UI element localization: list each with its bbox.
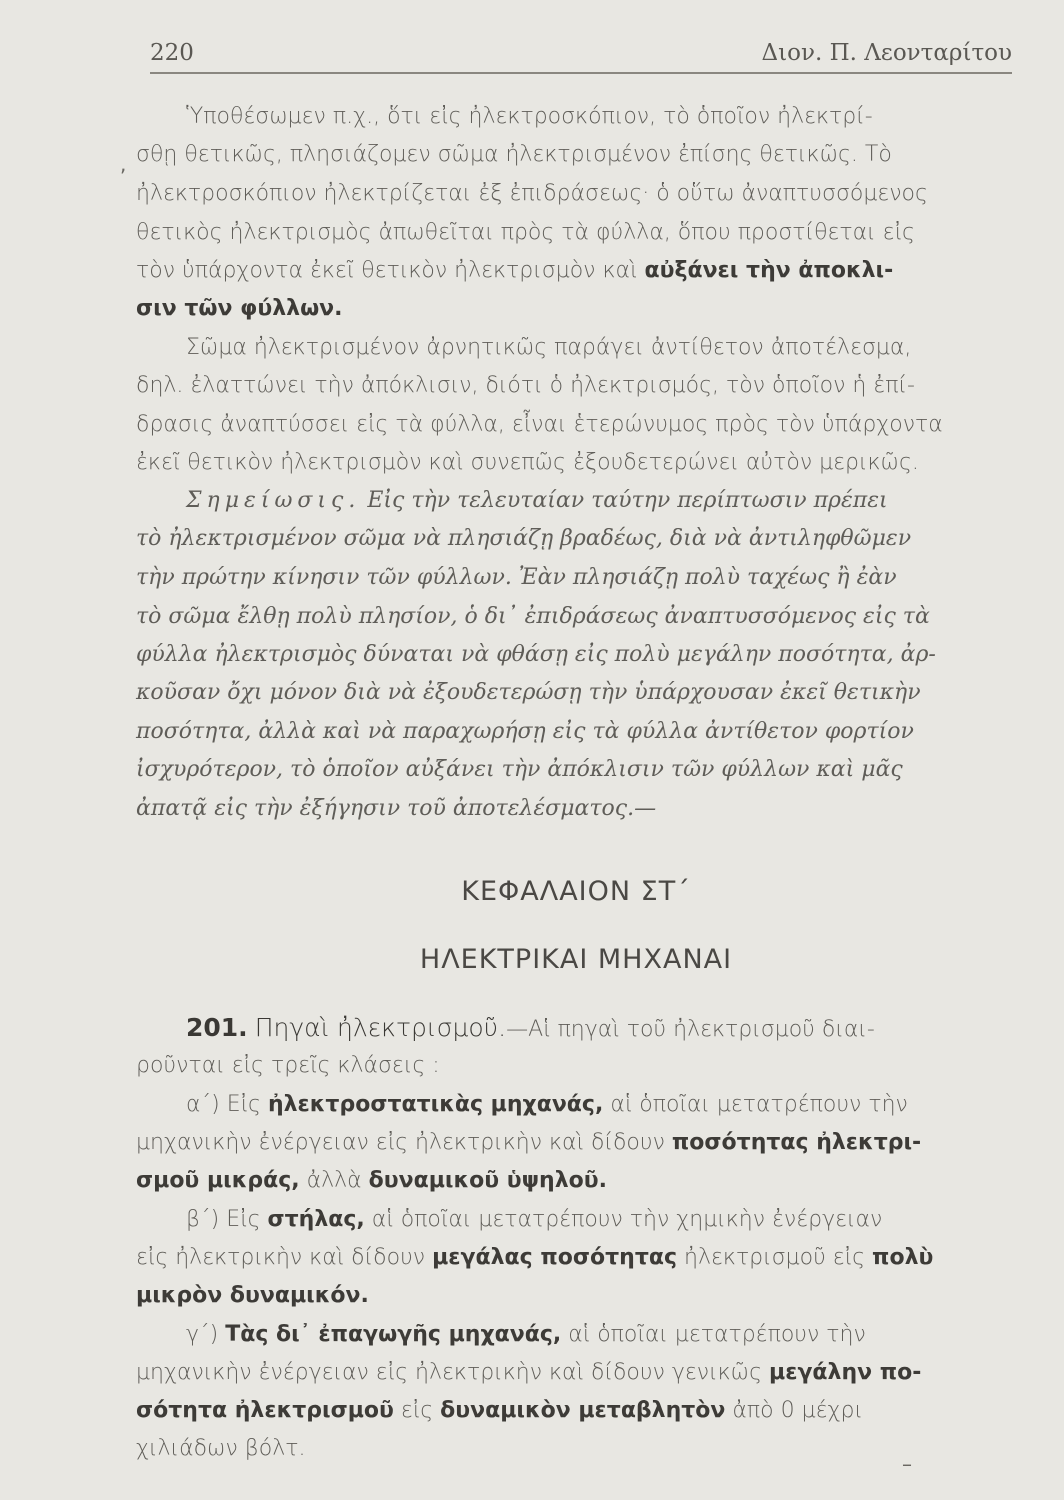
item-c-bold-3: σότητα ἠλεκτρισμοῦ [136, 1398, 394, 1423]
item-c-line-1 [186, 1320, 1016, 1350]
note-line-8: ἰσχυρότερον, τὸ ὁποῖον αὐξάνει τὴν ἀπόκλισιν τῶν φύλλων καὶ μᾶς [136, 757, 903, 782]
item-a-text-3: ἀλλὰ [299, 1168, 369, 1193]
item-b-line-3 [136, 1281, 1016, 1311]
p1-line-3: ἠλεκτροσκόπιον ἠλεκτρίζεται ἐξ ἐπιδράσεως· ὁ οὕτω ἀναπτυσσόμενος [136, 181, 928, 206]
p1-line-4: θετικὸς ἠλεκτρισμὸς ἀπωθεῖται πρὸς τὰ φύλλα, ὅπου προστίθεται εἰς [136, 220, 915, 245]
item-c-line-2 [136, 1358, 1016, 1388]
p1-line-6 [136, 294, 1016, 324]
item-b-text-3: ἠλεκτρισμοῦ εἰς [677, 1245, 873, 1270]
item-a-line-3 [136, 1166, 1016, 1196]
section-heading: Πηγαὶ ἠλεκτρισμοῦ. [254, 1013, 507, 1042]
p1-line-2: σθῃ θετικῶς, πλησιάζομεν σῶμα ἠλεκτρισμένον ἐπίσης θετικῶς. Τὸ [136, 142, 892, 167]
p1-line-1: Ὑποθέσωμεν π.χ., ὅτι εἰς ἠλεκτροσκόπιον, τὸ ὁποῖον ἠλεκτρί- [186, 104, 873, 129]
item-a-bold-4: δυναμικοῦ ὑψηλοῦ. [368, 1168, 607, 1193]
section-201-line-2: ροῦνται εἰς τρεῖς κλάσεις : [136, 1053, 440, 1078]
item-a-text-1: αἱ ὁποῖαι μετατρέπουν τὴν [603, 1092, 908, 1117]
note-line-7: ποσότητα, ἀλλὰ καὶ νὰ παραχωρήσῃ εἰς τὰ φύλλα ἀντίθετον φορτίον [136, 719, 914, 744]
item-c-line-4: χιλιάδων βόλτ. [136, 1436, 306, 1461]
item-a-bold-1: ἠλεκτροστατικὰς μηχανάς, [267, 1092, 604, 1117]
item-c-bold-1: Τὰς δι᾿ ἐπαγωγῆς μηχανάς, [225, 1322, 562, 1347]
margin-mark: , [120, 152, 127, 176]
item-a-bold-3: σμοῦ μικράς, [136, 1168, 300, 1193]
item-a-line-2 [136, 1128, 1016, 1158]
item-c-bold-4: δυναμικὸν μεταβλητὸν [440, 1398, 726, 1423]
item-a-text-2: μηχανικὴν ἐνέργειαν εἰς ἠλεκτρικὴν καὶ δίδουν [136, 1130, 672, 1155]
item-b-text-1: αἱ ὁποῖαι μετατρέπουν τὴν χημικὴν ἐνέργειαν [364, 1207, 883, 1232]
item-c-text-3: εἰς [393, 1398, 441, 1423]
p1-line-5-bold: αὐξάνει τὴν ἀποκλι- [644, 258, 894, 283]
item-c-text-2: μηχανικὴν ἐνέργειαν εἰς ἠλεκτρικὴν καὶ δίδουν γενικῶς [136, 1360, 770, 1385]
item-b-line-2 [136, 1243, 1016, 1273]
note-line-6: κοῦσαν ὄχι μόνον διὰ νὰ ἐξουδετερώσῃ τὴν ὑπάρχουσαν ἐκεῖ θετικὴν [136, 680, 921, 705]
running-header [150, 38, 1012, 74]
section-201-line-1 [186, 1013, 1016, 1045]
p2-line-3: δρασις ἀναπτύσσει εἰς τὰ φύλλα, εἶναι ἑτερώνυμος πρὸς τὸν ὑπάρχοντα [136, 412, 943, 437]
p1-line-5 [136, 256, 1016, 286]
note-line-1-text: Εἰς τὴν τελευταίαν ταύτην περίπτωσιν πρέπει [367, 488, 888, 513]
p2-line-4: ἐκεῖ θετικὸν ἠλεκτρισμὸν καὶ συνεπῶς ἐξουδετερώνει αὐτὸν μερικῶς. [136, 450, 919, 475]
item-c-line-3 [136, 1396, 1016, 1426]
item-b-bold-4: μικρὸν δυναμικόν. [136, 1283, 369, 1308]
chapter-label: ΚΕΦΑΛΑΙΟΝ ΣΤ΄ [461, 876, 691, 907]
item-b-bold-1: στήλας, [267, 1207, 365, 1232]
item-c-bold-2: μεγάλην πο- [769, 1360, 922, 1385]
page-number: 220 [150, 40, 194, 66]
p1-line-5-text: τὸν ὑπάρχοντα ἐκεῖ θετικὸν ἠλεκτρισμὸν καὶ [136, 258, 645, 283]
running-title: Διον. Π. Λεονταρίτου [761, 40, 1012, 66]
note-line-4: τὸ σῶμα ἔλθῃ πολὺ πλησίον, ὁ δι᾿ ἐπιδράσεως ἀναπτυσσόμενος εἰς τὰ [136, 604, 930, 629]
section-number: 201. [186, 1013, 248, 1042]
item-b-bold-3: πολὺ [872, 1245, 934, 1270]
note-label: Σημείωσις. [186, 488, 361, 513]
item-c-prefix: γ΄) [186, 1322, 226, 1347]
item-a-bold-2: ποσότητας ἠλεκτρι- [671, 1130, 922, 1155]
item-a-prefix: α΄) Εἰς [186, 1092, 268, 1117]
note-line-2: τὸ ἠλεκτρισμένον σῶμα νὰ πλησιάζῃ βραδέως, διὰ νὰ ἀντιληφθῶμεν [136, 526, 912, 551]
item-c-text-4: ἀπὸ 0 μέχρι [725, 1398, 863, 1423]
margin-mark-bottom: – [902, 1452, 912, 1476]
item-b-line-1 [186, 1205, 1016, 1235]
p2-line-1: Σῶμα ἠλεκτρισμένον ἀρνητικῶς παράγει ἀντίθετον ἀποτέλεσμα, [186, 335, 912, 360]
item-b-text-2: εἰς ἠλεκτρικὴν καὶ δίδουν [136, 1245, 433, 1270]
note-line-3: τὴν πρώτην κίνησιν τῶν φύλλων. Ἐὰν πλησιάζῃ πολὺ ταχέως ἢ ἐὰν [136, 565, 897, 590]
note-line-5: φύλλα ἠλεκτρισμὸς δύναται νὰ φθάσῃ εἰς πολὺ μεγάλην ποσότητα, ἀρ- [136, 642, 936, 667]
note-line-1 [186, 486, 1016, 516]
section-intro: —Αἱ πηγαὶ τοῦ ἠλεκτρισμοῦ διαι- [506, 1017, 875, 1042]
note-line-9: ἀπατᾷ εἰς τὴν ἐξήγησιν τοῦ ἀποτελέσματος.— [136, 796, 657, 821]
p2-line-2: δηλ. ἐλαττώνει τὴν ἀπόκλισιν, διότι ὁ ἠλεκτρισμός, τὸν ὁποῖον ἡ ἐπί- [136, 373, 915, 398]
item-a-line-1 [186, 1090, 1016, 1120]
item-b-bold-2: μεγάλας ποσότητας [432, 1245, 678, 1270]
item-c-text-1: αἱ ὁποῖαι μετατρέπουν τὴν [561, 1322, 866, 1347]
item-b-prefix: β΄) Εἰς [186, 1207, 268, 1232]
p1-line-6-bold: σιν τῶν φύλλων. [136, 296, 343, 321]
chapter-title: ΗΛΕΚΤΡΙΚΑΙ ΜΗΧΑΝΑΙ [419, 944, 733, 975]
